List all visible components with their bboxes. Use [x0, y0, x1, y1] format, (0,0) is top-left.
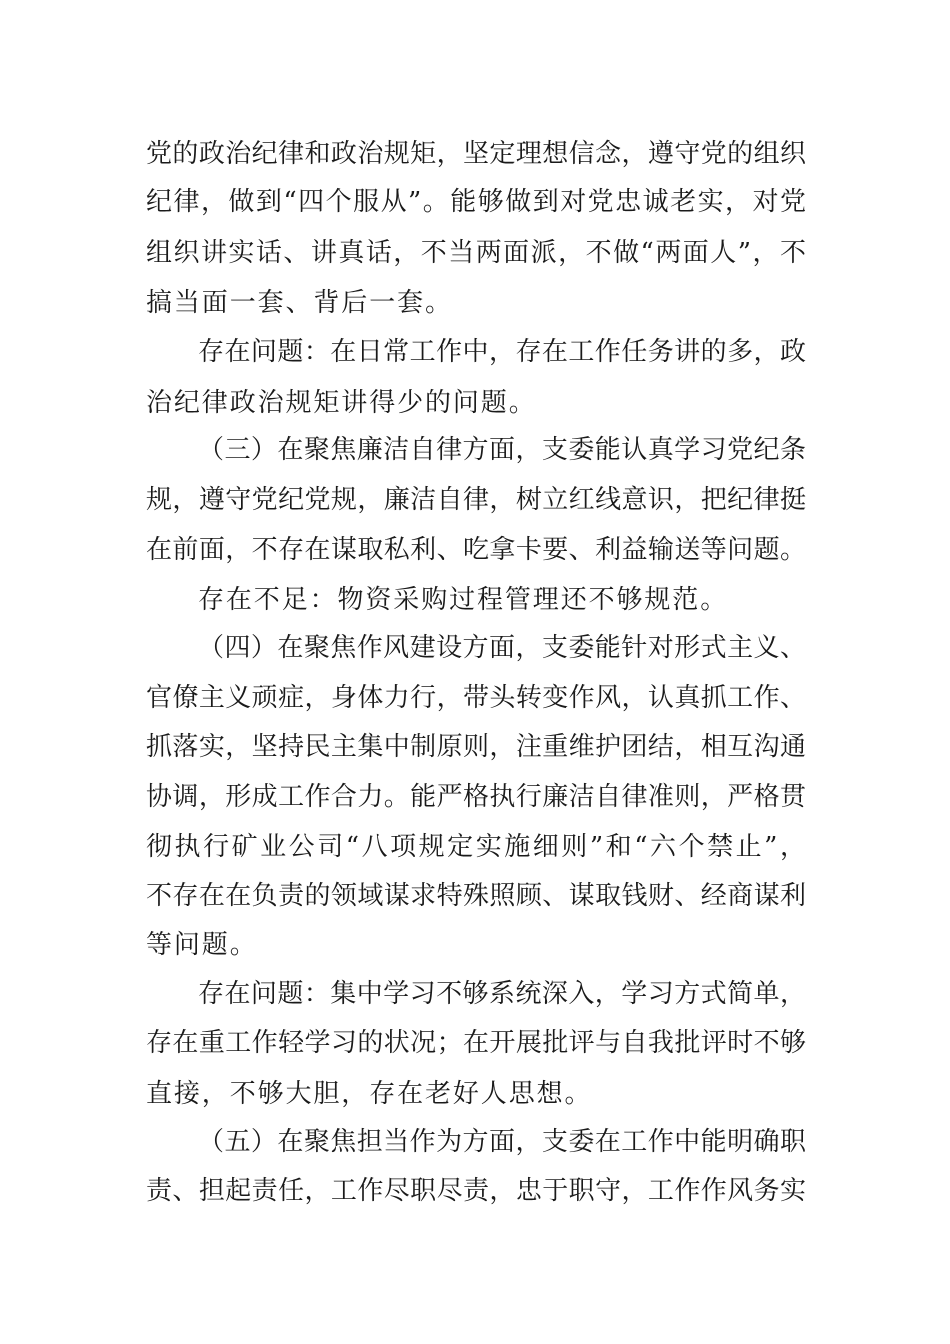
text-line: 直接，不够大胆，存在老好人思想。: [146, 1079, 593, 1109]
text-line: 存在问题：集中学习不够系统深入，学习方式简单，: [198, 979, 806, 1009]
text-line: 党的政治纪律和政治规矩，坚定理想信念，遵守党的组织: [146, 139, 806, 169]
text-line: （五）在聚焦担当作为方面，支委在工作中能明确职: [198, 1127, 806, 1157]
text-line: 责、担起责任，工作尽职尽责，忠于职守，工作作风务实: [146, 1176, 806, 1206]
text-line: 等问题。: [146, 930, 258, 960]
text-line: 存在重工作轻学习的状况；在开展批评与自我批评时不够: [146, 1028, 806, 1058]
text-line: （三）在聚焦廉洁自律方面，支委能认真学习党纪条: [198, 435, 806, 465]
text-line: 存在不足：物资采购过程管理还不够规范。: [198, 585, 729, 615]
text-line: 抓落实，坚持民主集中制原则，注重维护团结，相互沟通: [146, 732, 806, 762]
text-line: 存在问题：在日常工作中，存在工作任务讲的多，政: [198, 337, 806, 367]
text-line: 治纪律政治规矩讲得少的问题。: [146, 388, 537, 418]
text-line: 纪律，做到“四个服从”。能够做到对党忠诚老实，对党: [146, 187, 806, 217]
text-line: （四）在聚焦作风建设方面，支委能针对形式主义、: [198, 633, 806, 663]
text-line: 官僚主义顽症，身体力行，带头转变作风，认真抓工作、: [146, 683, 806, 713]
text-line: 彻执行矿业公司“八项规定实施细则”和“六个禁止”，: [146, 832, 806, 862]
text-line: 规，遵守党纪党规，廉洁自律，树立红线意识，把纪律挺: [146, 485, 806, 515]
text-line: 搞当面一套、背后一套。: [146, 288, 453, 318]
text-line: 协调，形成工作合力。能严格执行廉洁自律准则，严格贯: [146, 782, 806, 812]
text-line: 在前面，不存在谋取私利、吃拿卡要、利益输送等问题。: [146, 535, 806, 565]
text-line: 组织讲实话、讲真话，不当两面派，不做“两面人”，不: [146, 238, 806, 268]
text-line: 不存在在负责的领域谋求特殊照顾、谋取钱财、经商谋利: [146, 881, 806, 911]
